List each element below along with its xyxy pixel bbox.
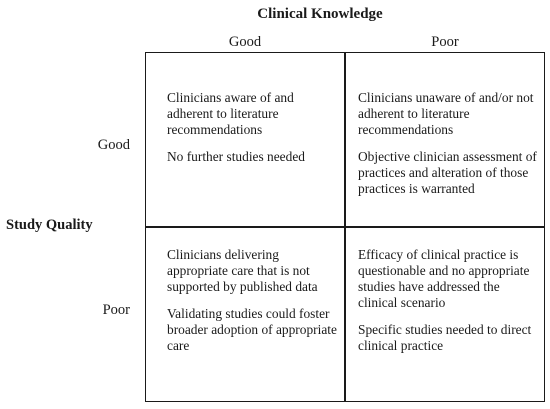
cell-text: Specific studies needed to direct clinical practice bbox=[358, 322, 532, 353]
cell-text: Objective clinician assessment of practices and alteration of those practices is warranted bbox=[358, 149, 537, 196]
cell-good-knowledge-poor-quality bbox=[167, 247, 339, 365]
cell-poor-knowledge-good-quality bbox=[358, 90, 538, 208]
cell-text: Clinicians delivering appropriate care that is not supported by published data bbox=[167, 247, 318, 294]
row-header-poor: Poor bbox=[102, 302, 130, 318]
cell-good-knowledge-good-quality bbox=[167, 90, 339, 176]
cell-text: Efficacy of clinical practice is questionable and no appropriate studies have addressed the clinical scenario bbox=[358, 247, 530, 310]
cell-poor-knowledge-poor-quality bbox=[358, 247, 538, 365]
cell-text: Validating studies could foster broader adoption of appropriate care bbox=[167, 306, 337, 353]
clinical-knowledge-title: Clinical Knowledge bbox=[257, 6, 383, 22]
study-quality-title: Study Quality bbox=[6, 217, 93, 233]
column-header-good: Good bbox=[228, 34, 262, 50]
cell-text: Clinicians aware of and adherent to literature recommendations bbox=[167, 90, 294, 137]
row-header-good: Good bbox=[97, 137, 130, 153]
matrix-horizontal-divider bbox=[145, 226, 545, 228]
column-header-poor: Poor bbox=[431, 34, 459, 50]
cell-text: No further studies needed bbox=[167, 149, 305, 164]
cell-text: Clinicians unaware of and/or not adherent to literature recommendations bbox=[358, 90, 534, 137]
